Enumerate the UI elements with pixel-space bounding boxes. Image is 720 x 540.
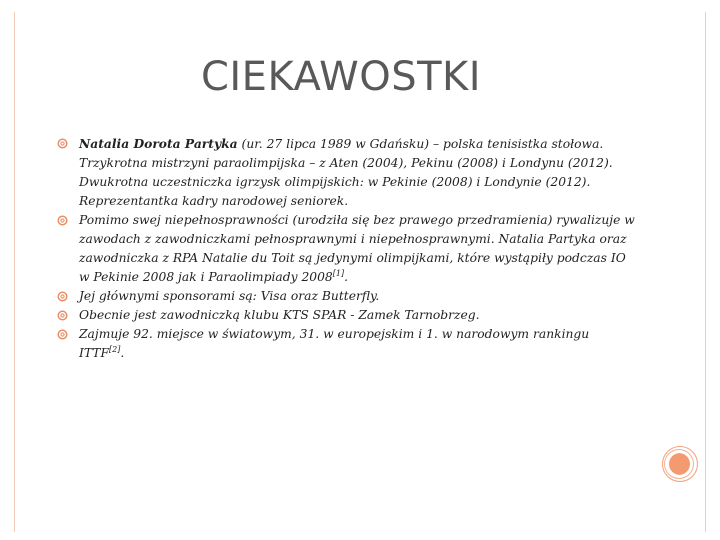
open-circle-bullet-icon	[57, 329, 68, 340]
footnote-ref-link[interactable]: [1]	[332, 268, 345, 278]
bullet-text: Obecnie jest zawodniczką klubu KTS SPAR - Zamek Tarnobrzeg.	[79, 308, 480, 322]
slide-frame	[14, 12, 706, 532]
bullet-text: Zajmuje 92. miejsce w światowym, 31. w europejskim i 1. w narodowym rankingu ITTF	[79, 327, 590, 360]
open-circle-bullet-icon	[57, 215, 68, 226]
bullet-text: (ur. 27 lipca 1989 w Gdańsku) – polska tenisistka stołowa. Trzykrotna mistrzyni paraolimpijska – z Aten (2004), Pekinu (2008) i Londynu (2012). Dwukrotna uczestniczka igrzysk olimpijskich: w Pekinie (2008) i Londynie (2012). Reprezentantka kadry narodowej seniorek.	[79, 137, 613, 208]
bullet-item	[57, 211, 637, 287]
bullet-item	[57, 306, 637, 325]
open-circle-bullet-icon	[57, 310, 68, 321]
bullet-tail: .	[344, 270, 349, 284]
bullet-item	[57, 134, 637, 211]
bullet-text: Jej głównymi sponsorami są: Visa oraz Butterfly.	[79, 289, 380, 303]
open-circle-bullet-icon	[57, 291, 68, 302]
bullet-tail: .	[120, 346, 125, 360]
open-circle-bullet-icon	[57, 138, 68, 149]
bullet-text: Pomimo swej niepełnosprawności (urodziła się bez prawego przedramienia) rywalizuje w zawodach z zawodniczkami pełnosprawnymi i niepełnosprawnymi. Natalia Partyka oraz zawodniczka z RPA Natalie du Toit są jedynymi olimpijkami, które wystąpiły podczas IO w Pekinie 2008 jak i Paraolimpiady 2008	[79, 213, 635, 284]
bullet-item	[57, 325, 637, 363]
person-name: Natalia Dorota Partyka	[79, 136, 238, 151]
bullet-list	[57, 134, 637, 363]
bullet-item	[57, 287, 637, 306]
footnote-ref-link[interactable]: [2]	[109, 344, 121, 354]
decorative-dot	[669, 453, 691, 475]
slide-title: CIEKAWOSTKI	[200, 54, 482, 100]
